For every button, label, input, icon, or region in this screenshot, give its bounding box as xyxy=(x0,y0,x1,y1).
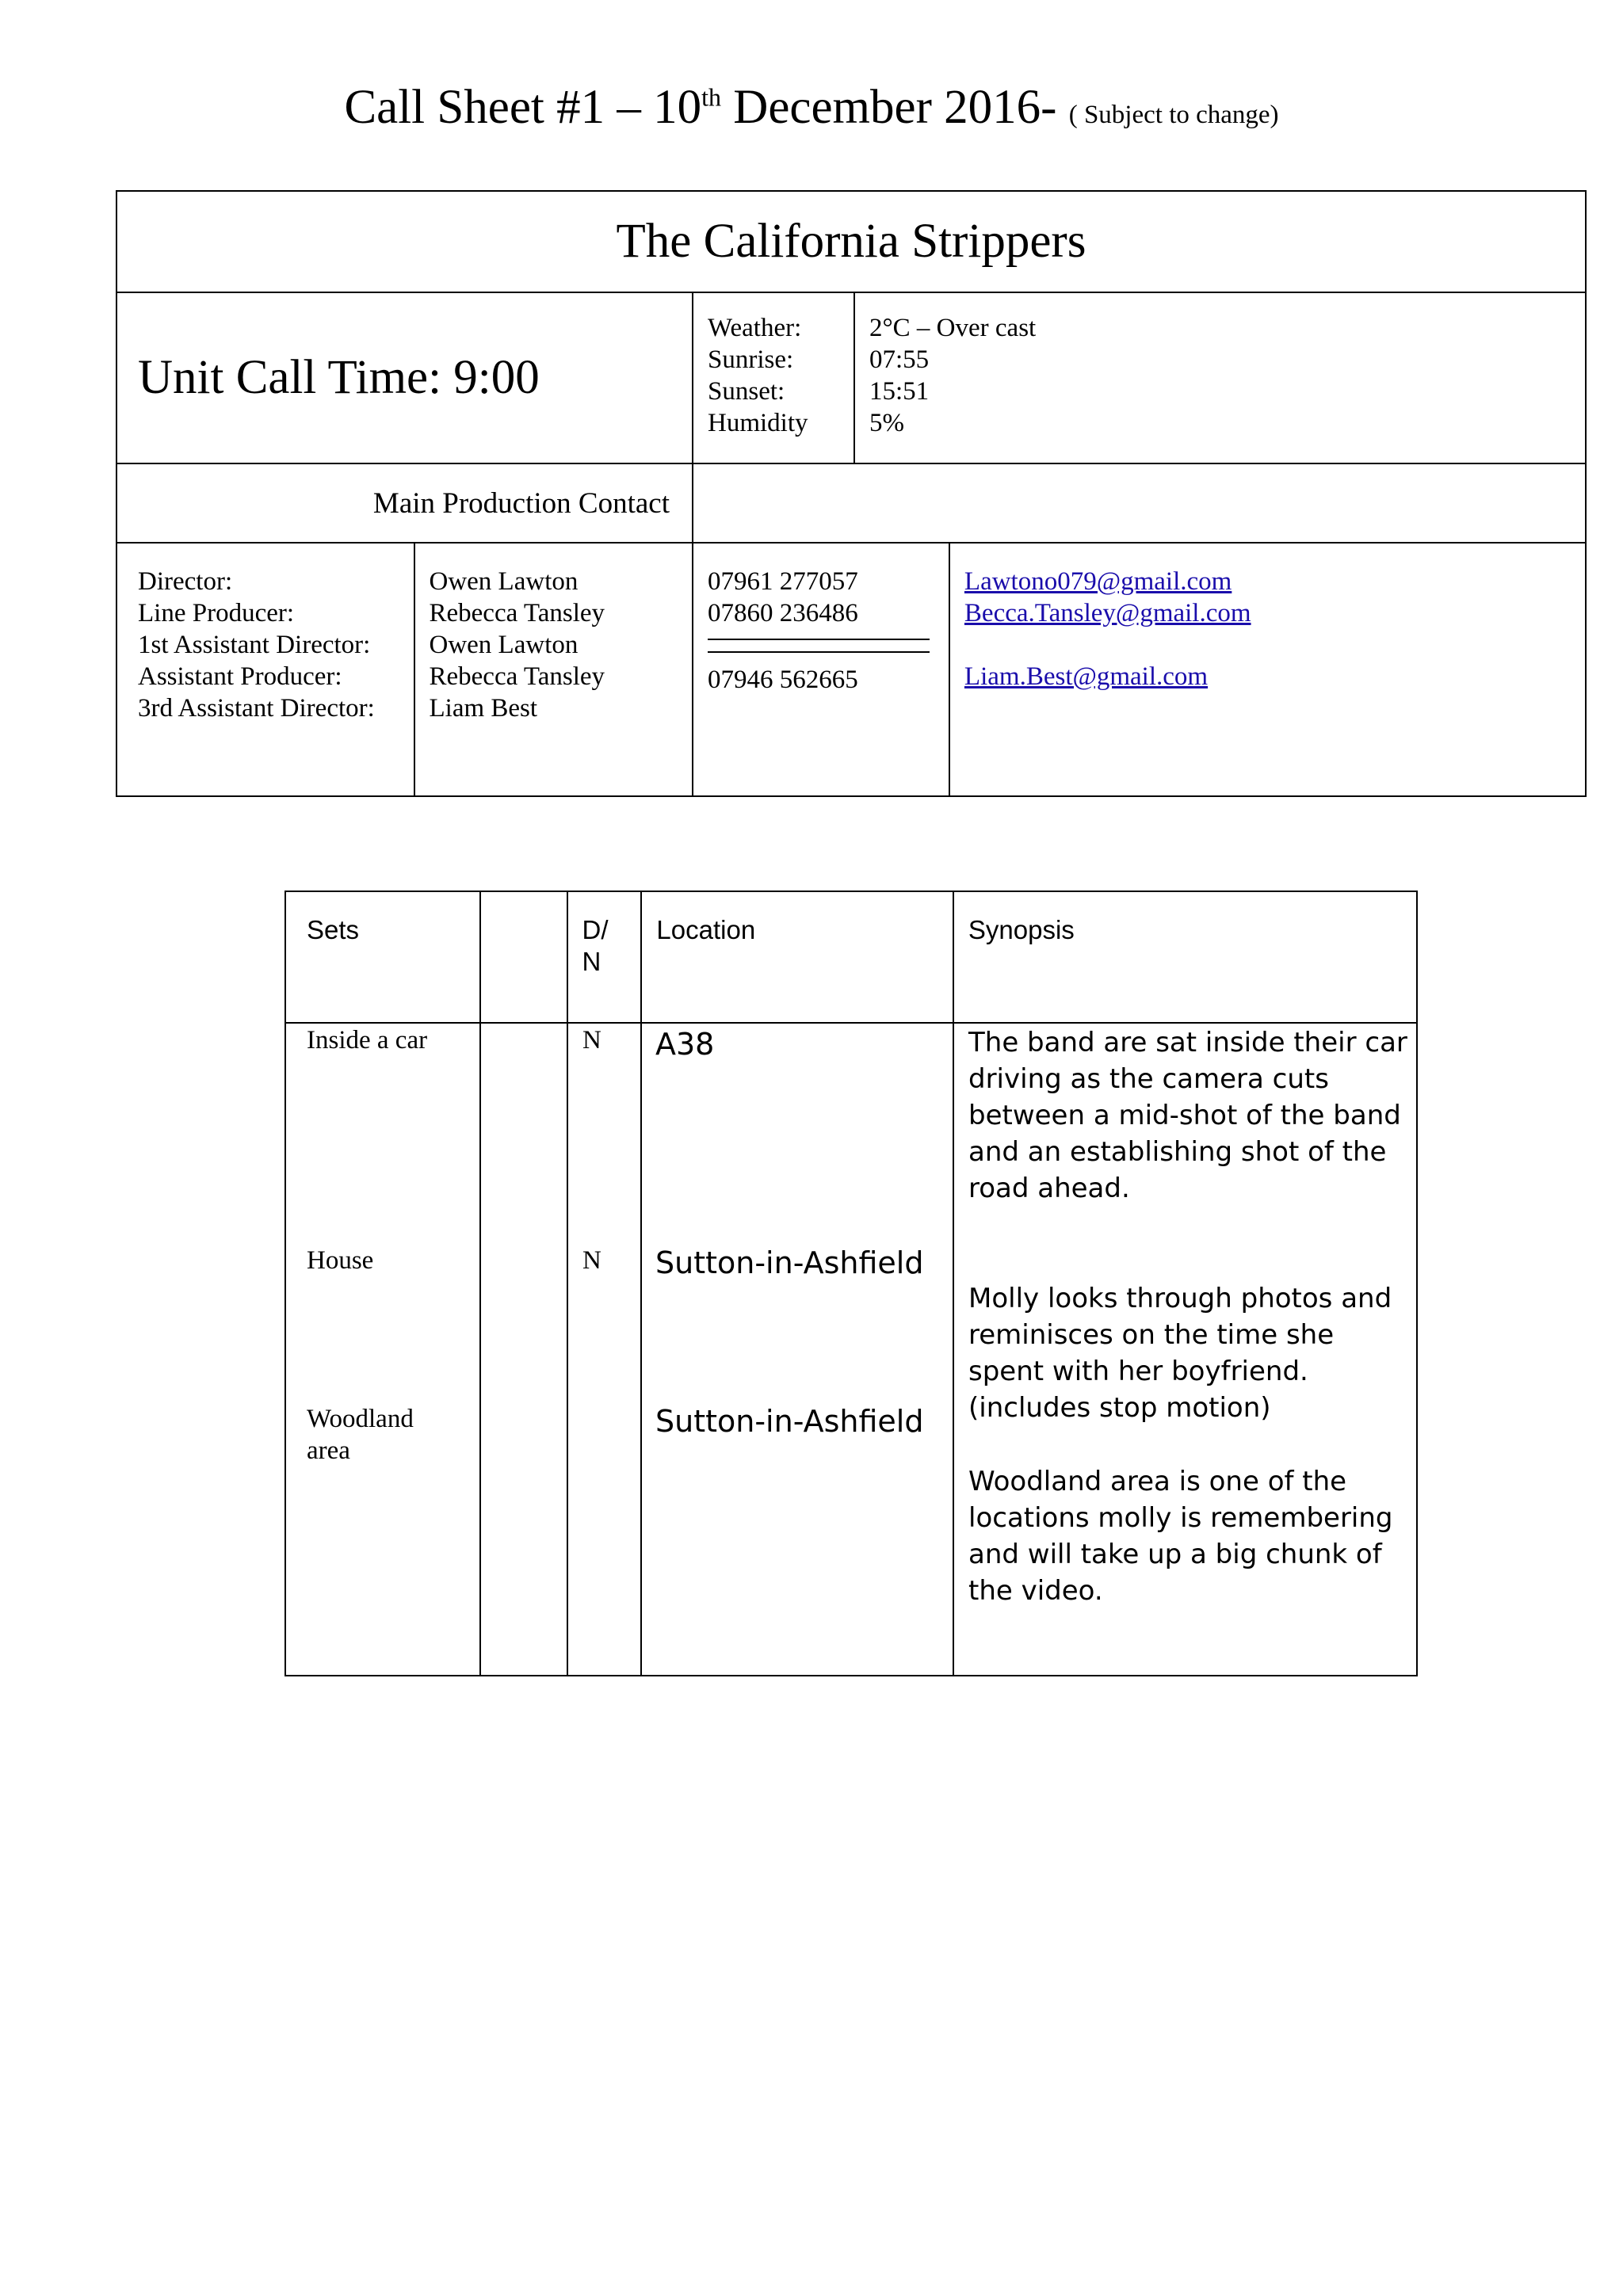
name-third-ad: Liam Best xyxy=(429,694,538,723)
header-day-night: D/ N xyxy=(567,891,642,1023)
email-third-ad-link[interactable]: Liam.Best@gmail.com xyxy=(964,662,1209,691)
sunset-value: 15:51 xyxy=(869,377,930,406)
production-title: The California Strippers xyxy=(116,191,1586,292)
crew-roles xyxy=(116,543,414,796)
weather-label: Weather: xyxy=(708,314,802,342)
dn-inside-car: N xyxy=(582,1026,601,1055)
page-title xyxy=(0,76,1623,147)
phone-line-producer: 07860 236486 xyxy=(708,599,858,627)
email-spacer xyxy=(964,629,1585,661)
name-assistant-producer: Rebecca Tansley xyxy=(429,662,605,691)
name-first-ad: Owen Lawton xyxy=(429,631,579,659)
day-night-column xyxy=(567,1023,642,1676)
location-column xyxy=(641,1023,953,1676)
phone-third-ad: 07946 562665 xyxy=(708,666,858,694)
synopsis-woodland: Woodland area is one of the locations molly is remembering and will take up a big chunk of the video. xyxy=(968,1466,1393,1607)
contact-blank-cell xyxy=(693,463,1586,543)
main-production-contact: Main Production Contact xyxy=(116,463,693,543)
blank-column xyxy=(480,1023,567,1676)
sunrise-value: 07:55 xyxy=(869,345,930,374)
role-first-ad: 1st Assistant Director: xyxy=(138,631,371,659)
role-line-producer: Line Producer: xyxy=(138,599,295,627)
title-main: Call Sheet #1 – 10 xyxy=(344,81,702,134)
dn-house: N xyxy=(582,1246,601,1275)
blank-phone-line xyxy=(708,651,930,653)
sunset-label: Sunset: xyxy=(708,377,785,406)
title-date: December 2016- xyxy=(721,81,1069,134)
unit-call-time: Unit Call Time: 9:00 xyxy=(116,292,693,463)
header-blank xyxy=(480,891,567,1023)
crew-names xyxy=(414,543,693,796)
humidity-value: 5% xyxy=(869,409,904,437)
title-superscript: th xyxy=(701,82,722,112)
location-woodland: Sutton-in-Ashfield xyxy=(655,1404,924,1439)
set-house: House xyxy=(307,1246,374,1275)
sunrise-label: Sunrise: xyxy=(708,345,794,374)
synopsis-inside-car: The band are sat inside their car driving as the camera cuts between a mid-shot of the band and an establishing shot of the road ahead. xyxy=(968,1027,1407,1204)
role-third-ad: 3rd Assistant Director: xyxy=(138,694,375,723)
header-location: Location xyxy=(641,891,953,1023)
weather-labels xyxy=(693,292,854,463)
humidity-label: Humidity xyxy=(708,409,808,437)
weather-values xyxy=(854,292,1586,463)
set-inside-car: Inside a car xyxy=(307,1026,428,1055)
blank-phone-line xyxy=(708,639,930,640)
email-director-link[interactable]: Lawtono079@gmail.com xyxy=(964,567,1232,596)
role-assistant-producer: Assistant Producer: xyxy=(138,662,342,691)
location-a38: A38 xyxy=(655,1027,715,1062)
crew-phones xyxy=(693,543,949,796)
role-director: Director: xyxy=(138,567,233,596)
set-woodland: Woodland area xyxy=(307,1405,414,1465)
email-line-producer-link[interactable]: Becca.Tansley@gmail.com xyxy=(964,599,1251,627)
weather-value: 2°C – Over cast xyxy=(869,314,1037,342)
synopsis-house: Molly looks through photos and reminisces on the time she spent with her boyfriend. (includes stop motion) xyxy=(968,1283,1392,1424)
header-synopsis: Synopsis xyxy=(953,891,1417,1023)
location-house: Sutton-in-Ashfield xyxy=(655,1245,924,1280)
name-line-producer: Rebecca Tansley xyxy=(429,599,605,627)
sets-column xyxy=(285,1023,480,1676)
title-note: ( Subject to change) xyxy=(1068,101,1279,129)
name-director: Owen Lawton xyxy=(429,567,579,596)
phone-director: 07961 277057 xyxy=(708,567,858,596)
header-sets: Sets xyxy=(285,891,480,1023)
crew-emails xyxy=(949,543,1586,796)
production-table xyxy=(116,190,1587,797)
